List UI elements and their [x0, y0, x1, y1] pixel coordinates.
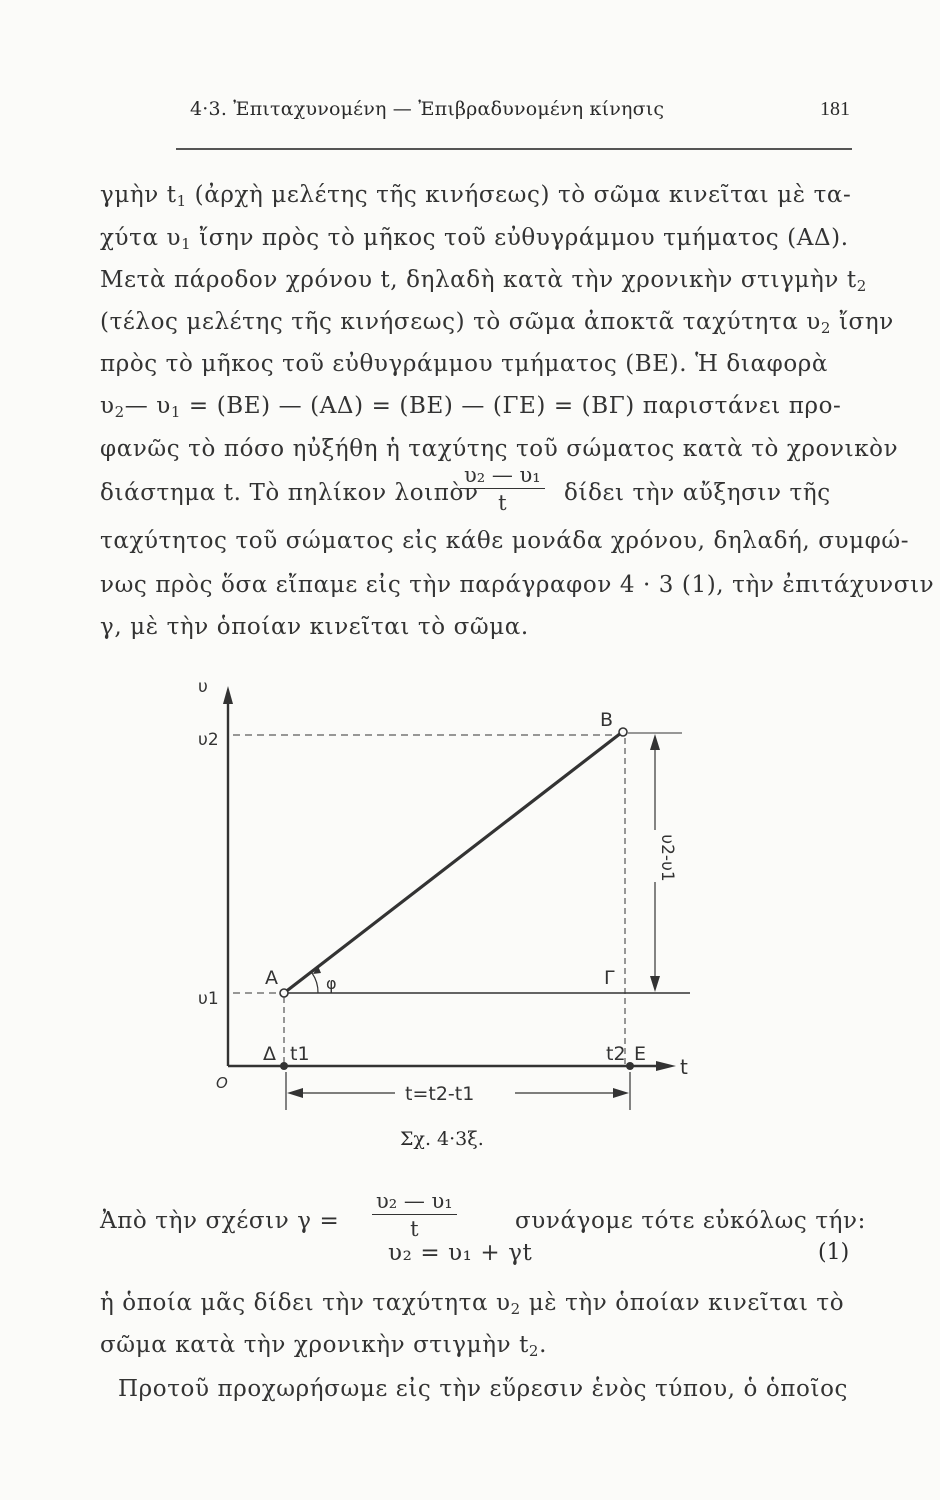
equation: υ₂ = υ₁ + γt: [388, 1240, 533, 1266]
text-line: Ἀπὸ τὴν σχέσιν γ =: [100, 1208, 340, 1234]
angle-phi-arc: [312, 973, 318, 993]
point-A: [280, 989, 288, 997]
t-axis-arrow: [656, 1061, 676, 1071]
text-line: νως πρὸς ὅσα εἴπαμε εἰς τὴν παράγραφον 4 · 3 (1), τὴν ἐπιτάχυνσιν: [100, 572, 935, 598]
text-line: συνάγομε τότε εὐκόλως τήν:: [515, 1208, 866, 1234]
text-line: Μετὰ πάροδον χρόνου t, δηλαδὴ κατὰ τὴν χρονικὴν στιγμὴν $t_2$: [100, 267, 867, 295]
text-line: διάστημα t. Τὸ πηλίκον λοιπὸν: [100, 480, 479, 506]
origin-label: O: [216, 1074, 228, 1092]
fraction-quotient: $\frac{\text{υ₂ — υ₁}}{t}$: [460, 462, 545, 517]
G-label: Γ: [604, 967, 615, 989]
v2-label: υ2: [198, 730, 219, 750]
point-D: [280, 1062, 288, 1070]
D-label: Δ: [263, 1043, 276, 1065]
text-line: ταχύτητος τοῦ σώματος εἰς κάθε μονάδα χρόνου, δηλαδή, συμφώ-: [100, 528, 910, 554]
point-E: [626, 1062, 634, 1070]
chapter-title: 4·3. Ἐπιταχυνομένη — Ἐπιβραδυνομένη κίνησις: [190, 98, 665, 120]
dv-arrow-down: [650, 976, 660, 992]
t2-label: t2: [606, 1043, 626, 1065]
A-label: A: [265, 967, 278, 989]
dv-label: υ2-υ1: [657, 834, 677, 882]
point-B: [619, 728, 627, 736]
phi-label: φ: [326, 974, 337, 993]
page-number: 181: [820, 98, 850, 120]
v1-label: υ1: [198, 989, 219, 1009]
text-line: $\upsilon_2—$ $\upsilon_1 = (BE)$ — (ΑΔ) = (ΒΕ) — (ΓΕ) = (ΒΓ) παριστάνει προ-: [100, 393, 842, 421]
text-line: γμὴν $t_1$ (ἀρχὴ μελέτης τῆς κινήσεως) τὸ σῶμα κινεῖται μὲ τα-: [100, 182, 852, 210]
E-label: E: [634, 1043, 647, 1065]
text-line: σῶμα κατὰ τὴν χρονικὴν στιγμὴν $t_2$.: [100, 1332, 547, 1360]
text-line: φανῶς τὸ πόσο ηὐξήθη ἡ ταχύτης τοῦ σώματος κατὰ τὸ χρονικὸν: [100, 436, 899, 462]
text-line: ἡ ὁποία μᾶς δίδει τὴν ταχύτητα $\upsilon_2$ μὲ τὴν ὁποίαν κινεῖται τὸ: [100, 1290, 845, 1318]
figure-caption: Σχ. 4·3ξ.: [400, 1128, 484, 1150]
t-axis-label: t: [680, 1055, 688, 1079]
text-line: (τέλος μελέτης τῆς κινήσεως) τὸ σῶμα ἀποκτᾶ ταχύτητα $\upsilon_2$ ἴσην: [100, 309, 894, 337]
dv-arrow-up: [650, 734, 660, 750]
v-axis-label: υ: [198, 677, 208, 697]
equation-number: (1): [818, 1240, 850, 1265]
fraction-acceleration: $\frac{\text{υ₂ — υ₁}}{t}$: [372, 1188, 457, 1243]
t1-label: t1: [290, 1043, 310, 1065]
text-line: δίδει τὴν αὔξησιν τῆς: [564, 480, 831, 506]
text-line: Προτοῦ προχωρήσωμε εἰς τὴν εὕρεσιν ἑνὸς τύπου, ὁ ὁποῖος: [118, 1376, 849, 1402]
interval-arrow-left: [287, 1088, 303, 1098]
text-line: χύτα $\upsilon_1$ ἴσην πρὸς τὸ μῆκος τοῦ εὐθυγράμμου τμήματος (ΑΔ).: [100, 225, 849, 253]
line-AB: [284, 733, 621, 993]
B-label: B: [600, 709, 614, 731]
interval-label: t=t2-t1: [405, 1083, 475, 1105]
v-axis-arrow: [223, 686, 233, 704]
text-line: πρὸς τὸ μῆκος τοῦ εὐθυγράμμου τμήματος (ΒΕ). Ἡ διαφορὰ: [100, 351, 829, 377]
text-line: γ, μὲ τὴν ὁποίαν κινεῖται τὸ σῶμα.: [100, 614, 529, 640]
interval-arrow-right: [613, 1088, 629, 1098]
